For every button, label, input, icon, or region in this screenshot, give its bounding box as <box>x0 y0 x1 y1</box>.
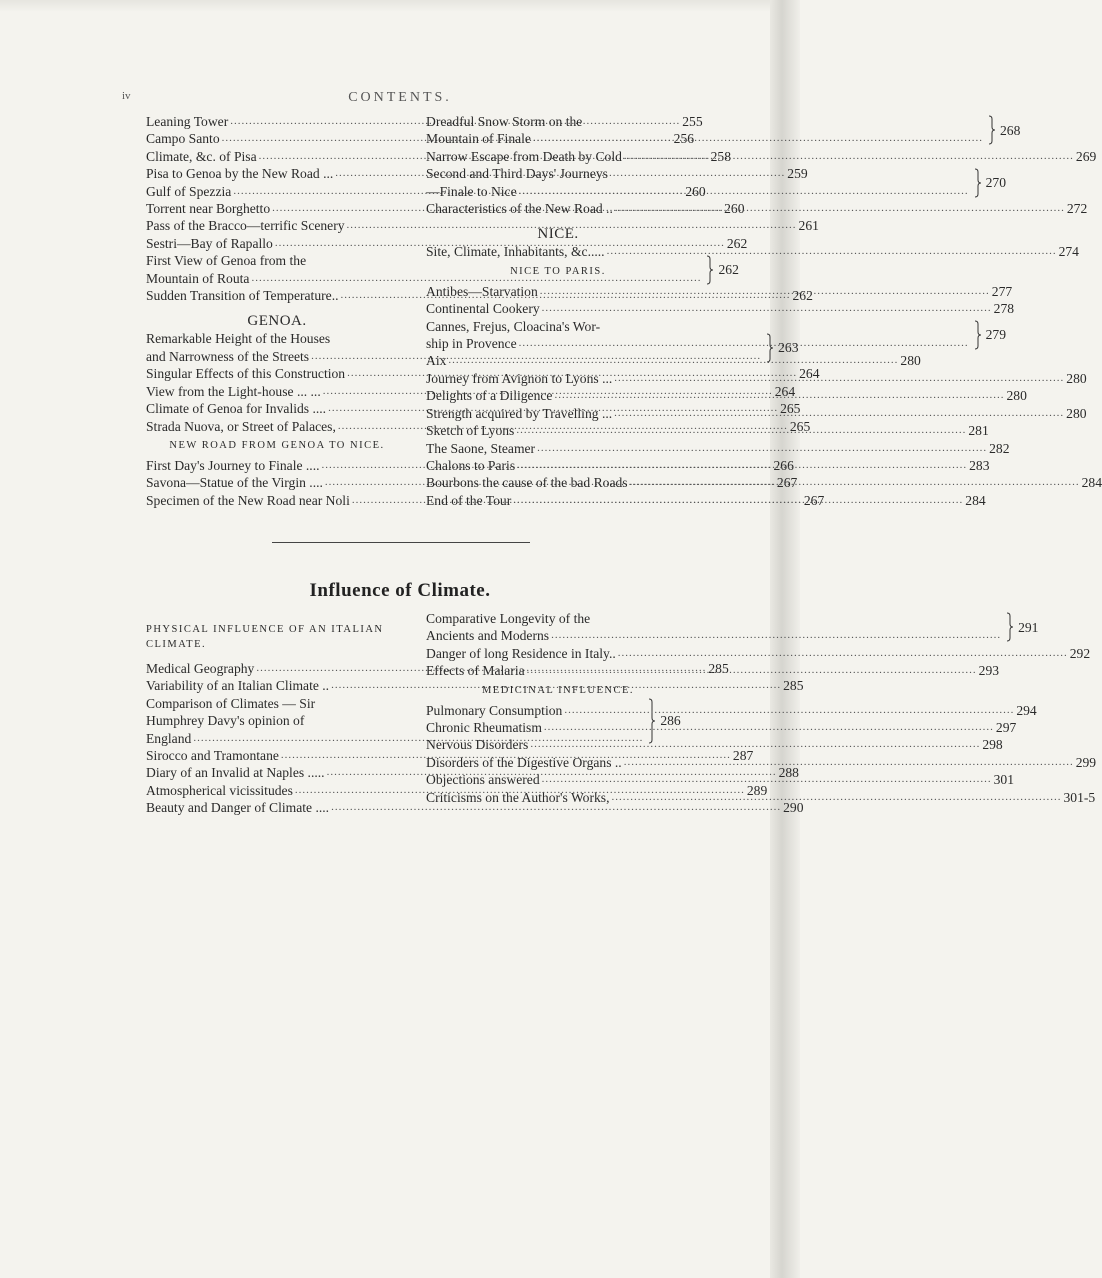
entry-line <box>426 113 985 130</box>
entry-title: Site, Climate, Inhabitants, &c..... <box>426 244 605 260</box>
leader-dots <box>542 771 992 788</box>
brace-icon <box>974 168 982 198</box>
leader-dots <box>533 130 983 147</box>
leader-dots <box>554 387 1004 404</box>
entry-title: Variability of an Italian Climate .. <box>146 678 330 694</box>
entry-page: 288 <box>778 765 799 781</box>
entry-title-line: Remarkable Height of the Houses <box>146 331 331 347</box>
entry-title: Diary of an Invalid at Naples ..... <box>146 765 325 781</box>
entry-title-line: Comparative Longevity of the <box>426 611 591 626</box>
entry-title: End of the Tour <box>426 492 512 508</box>
entry-title-line: and Narrowness of the Streets <box>146 348 310 364</box>
sub-heading: PHYSICAL INFLUENCE OF AN ITALIAN CLIMATE. <box>146 624 384 650</box>
entry-page: 291 <box>1018 619 1039 635</box>
brace-icon <box>988 115 996 145</box>
leader-dots <box>564 702 1014 719</box>
entry-page: 284 <box>1081 475 1102 491</box>
entry-title: Objections answered <box>426 772 540 788</box>
section-title: Influence of Climate. <box>309 580 491 601</box>
entry-title: Climate of Genoa for Invalids .... <box>146 401 327 417</box>
entry-page: 274 <box>1058 244 1079 260</box>
entry-page: 268 <box>999 122 1021 138</box>
leader-dots <box>519 183 969 200</box>
leader-dots <box>624 148 1074 165</box>
sub-heading: NEW ROAD FROM GENOA TO NICE. <box>169 439 385 451</box>
page-top-edge <box>0 0 800 12</box>
entry-title: Continental Cookery <box>426 301 540 317</box>
entry-title: The Saone, Steamer <box>426 440 536 456</box>
entry-title: Climate, &c. of Pisa <box>146 148 257 164</box>
entry-page: 265 <box>789 418 811 434</box>
entry-page: 261 <box>798 218 819 234</box>
leader-dots <box>551 627 1001 644</box>
entry-title: Leaning Tower <box>146 114 229 129</box>
entry-page: 277 <box>991 283 1013 299</box>
entry-page: 266 <box>773 457 794 473</box>
entry-title: Chalons to Paris <box>426 457 516 473</box>
entry-title: Sketch of Lyons <box>426 423 515 439</box>
toc-entry <box>426 645 1091 662</box>
entry-title: Nervous Disorders <box>426 737 529 753</box>
leader-dots <box>519 335 969 352</box>
entry-title: Criticisms on the Author's Works, <box>426 789 610 805</box>
entry-title-line: Humphrey Davy's opinion of <box>146 713 305 729</box>
entry-page: 301-5 <box>1063 789 1096 805</box>
leader-dots <box>612 789 1062 806</box>
leader-dots <box>607 243 1057 260</box>
leader-dots <box>614 370 1064 387</box>
entry-title: View from the Light-house ... ... <box>146 383 321 399</box>
toc-entry <box>426 440 1010 457</box>
entry-title: Savona—Statue of the Virgin .... <box>146 475 323 491</box>
entry-lines <box>426 165 971 200</box>
entry-page: 289 <box>746 782 768 798</box>
entry-page: 297 <box>995 720 1017 736</box>
entry-page: 262 <box>726 235 748 251</box>
entry-title: Pass of the Bracco—terrific Scenery <box>146 218 345 234</box>
entry-title: Atmospherical vicissitudes <box>146 782 293 798</box>
entry-page: 292 <box>1069 645 1091 661</box>
entry-title: Torrent near Borghetto <box>146 201 271 217</box>
entry-title-line: Cannes, Frejus, Cloacina's Wor- <box>426 318 601 334</box>
entry-page: 286 <box>660 713 681 729</box>
entry-page: 269 <box>1075 148 1097 164</box>
entry-page: 283 <box>969 457 990 473</box>
entry-lines <box>426 318 971 353</box>
entry-title-line: Ancients and Moderns <box>426 628 550 644</box>
page-number: iv <box>122 90 131 102</box>
entry-page: 265 <box>780 401 801 417</box>
entry-title-line: —Finale to Nice <box>426 183 517 199</box>
entry-page: 255 <box>682 114 703 129</box>
toc-entry <box>426 736 1003 753</box>
divider-rule <box>272 542 530 543</box>
entry-title: Gulf of Spezzia <box>146 183 232 199</box>
entry-page: 264 <box>799 366 820 382</box>
entry-title-line: Comparison of Climates — Sir <box>146 695 316 711</box>
entry-line <box>426 130 985 147</box>
entry-title: Pisa to Genoa by the New Road ... <box>146 166 334 182</box>
entry-title: Campo Santo <box>146 131 220 147</box>
toc-entry <box>146 799 804 816</box>
entry-title: Disorders of the Digestive Organs .. <box>426 754 622 770</box>
entry-title-line: Second and Third Days' Journeys <box>426 166 608 182</box>
toc-entry-multiline <box>426 610 1039 645</box>
entry-title: Strength acquired by Travelling ... <box>426 405 613 421</box>
leader-dots <box>618 645 1068 662</box>
entry-line <box>426 610 1003 627</box>
toc-entry <box>146 217 819 234</box>
leader-dots <box>615 200 1065 217</box>
leader-dots <box>542 300 992 317</box>
entry-page: 262 <box>792 288 813 304</box>
entry-page: 293 <box>978 663 1000 679</box>
page-header <box>0 90 800 110</box>
leader-dots <box>517 457 967 474</box>
entry-line <box>426 165 971 182</box>
entry-page: 284 <box>965 492 986 508</box>
entry-title: Danger of long Residence in Italy.. <box>426 645 616 661</box>
entry-page: 281 <box>968 423 989 439</box>
entry-title: Sestri—Bay of Rapallo <box>146 235 273 251</box>
entry-page: 280 <box>900 353 921 369</box>
entry-page: 282 <box>989 440 1010 456</box>
entry-line <box>426 627 1003 644</box>
entry-title: Singular Effects of this Construction <box>146 366 346 382</box>
entry-title: Delights of a Diligence <box>426 388 553 404</box>
entry-page: 272 <box>1066 201 1088 217</box>
leader-dots <box>527 662 977 679</box>
leader-dots <box>537 440 987 457</box>
entry-page: 259 <box>787 166 808 182</box>
entry-page: 294 <box>1016 702 1037 718</box>
entry-title: Narrow Escape from Death by Cold <box>426 148 622 164</box>
entry-title: Beauty and Danger of Climate .... <box>146 800 330 816</box>
entry-page: 267 <box>803 492 825 508</box>
entry-title: Medical Geography <box>146 661 255 676</box>
leader-dots <box>540 283 990 300</box>
entry-page: 280 <box>1066 370 1087 386</box>
leader-dots <box>544 719 994 736</box>
entry-title-line: ship in Provence <box>426 336 517 352</box>
entry-title: Specimen of the New Road near Noli <box>146 492 350 508</box>
toc-entry <box>426 702 1037 719</box>
entry-page: 299 <box>1075 754 1097 770</box>
entry-page: 285 <box>708 661 729 676</box>
entry-line <box>426 183 971 200</box>
entry-title-line: Dreadful Snow Storm on the <box>426 114 583 129</box>
entry-page: 263 <box>778 340 799 356</box>
entry-page: 267 <box>776 475 798 491</box>
toc-entry <box>426 300 1015 317</box>
entry-page: 298 <box>982 737 1003 753</box>
entry-title: Sudden Transition of Temperature.. <box>146 288 339 304</box>
entry-page: 262 <box>718 261 739 277</box>
sub-heading: MEDICINAL INFLUENCE. <box>481 684 635 696</box>
entry-line <box>426 335 971 352</box>
brace-icon <box>974 320 982 350</box>
toc-entry <box>426 719 1017 736</box>
entry-title-line: First View of Genoa from the <box>146 253 307 269</box>
toc-entry <box>426 352 921 369</box>
entry-title-line: Mountain of Routa <box>146 270 250 286</box>
entry-page: 278 <box>993 301 1015 317</box>
leader-dots <box>630 474 1080 491</box>
leader-dots <box>530 736 980 753</box>
leader-dots <box>513 492 963 509</box>
entry-line <box>426 318 971 335</box>
leader-dots <box>448 352 898 369</box>
entry-page: 290 <box>783 800 804 816</box>
entry-page: 260 <box>724 201 745 217</box>
entry-title: Aix <box>426 353 447 369</box>
entry-lines <box>426 610 1003 645</box>
entry-title: Strada Nuova, or Street of Palaces, <box>146 418 336 434</box>
entry-page: 287 <box>732 748 754 764</box>
entry-page: 301 <box>993 772 1015 788</box>
entry-title: Sirocco and Tramontane <box>146 748 279 764</box>
entry-title-line: England <box>146 730 192 746</box>
leader-dots <box>614 405 1064 422</box>
entry-page: 279 <box>985 327 1007 343</box>
entry-title: Bourbons the cause of the bad Roads <box>426 475 628 491</box>
entry-page: 285 <box>783 678 804 694</box>
entry-title: Characteristics of the New Road .. <box>426 201 613 217</box>
sub-heading: NICE TO PARIS. <box>510 265 606 277</box>
entry-title: Effects of Malaria <box>426 663 525 679</box>
entry-page: 280 <box>1006 388 1027 404</box>
entry-lines <box>426 113 985 148</box>
entry-title: First Day's Journey to Finale .... <box>146 457 320 473</box>
leader-dots <box>516 422 966 439</box>
running-head: CONTENTS. <box>348 90 452 105</box>
entry-title: Pulmonary Consumption <box>426 702 563 718</box>
entry-page: 270 <box>985 174 1006 190</box>
leader-dots <box>624 754 1074 771</box>
section-heading: GENOA. <box>247 313 307 330</box>
entry-title: Journey from Avignon to Lyons ... <box>426 370 613 386</box>
entry-page: 280 <box>1066 405 1087 421</box>
entry-page: 256 <box>673 131 695 147</box>
entry-page: 264 <box>774 383 796 399</box>
entry-title: Antibes—Starvation <box>426 283 538 299</box>
section-heading: NICE. <box>537 226 579 243</box>
entry-title-line: Mountain of Finale <box>426 131 531 147</box>
entry-page: 260 <box>685 183 706 199</box>
entry-title: Chronic Rheumatism <box>426 720 542 736</box>
brace-icon <box>1006 612 1014 642</box>
entry-page: 258 <box>710 148 732 164</box>
